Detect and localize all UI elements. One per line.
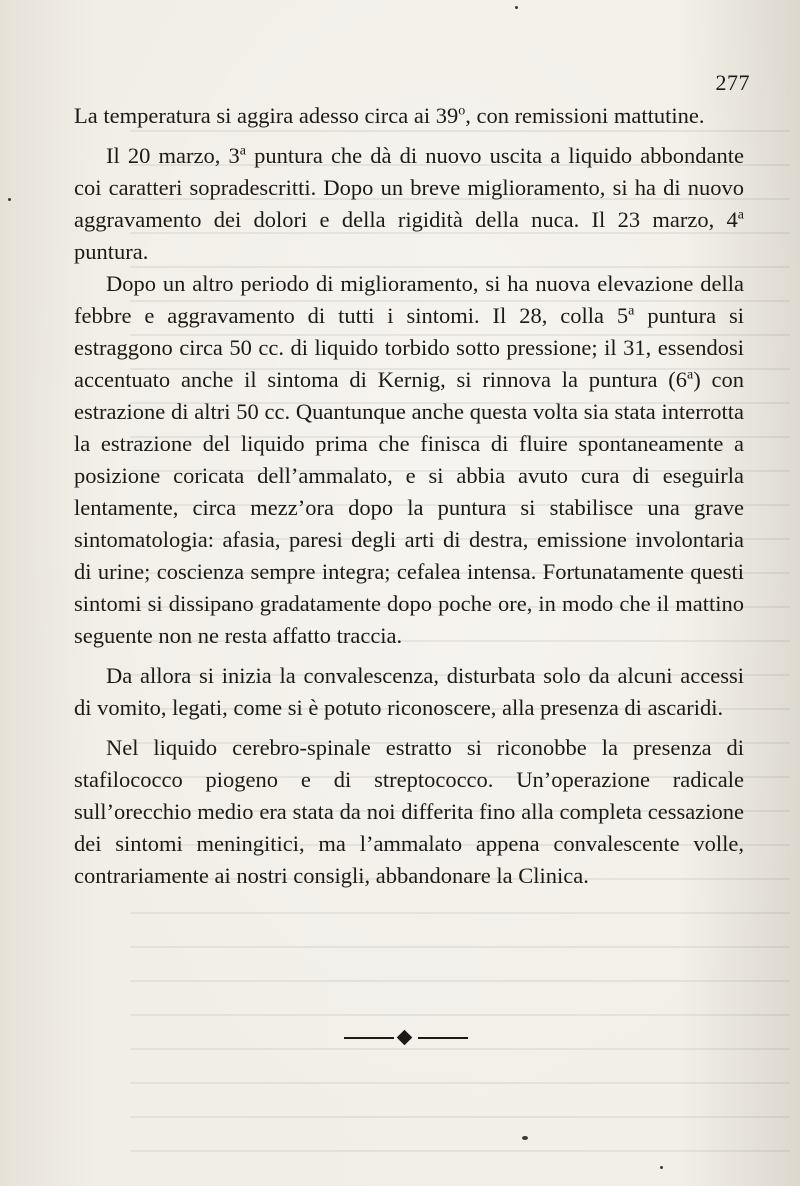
paragraph-temperature: La temperatura si aggira adesso circa ai 39$^o$, con remissioni mattutine. <box>74 103 705 128</box>
paragraph-third-puncture: Il 20 marzo, 3$^a$ puntura che dà di nuovo uscita a liquido abbondante coi caratteri sopradescritti. Dopo un breve miglioramento, si ha di nuovo aggravamento dei dolori e della rigidità della nuca. Il 23 marzo, 4$^a$ puntura. <box>74 143 744 264</box>
body-text <box>74 100 744 892</box>
print-speck <box>522 1136 528 1140</box>
section-end-ornament <box>344 1030 468 1046</box>
print-speck <box>8 198 11 201</box>
paragraph-convalescence: Da allora si inizia la convalescenza, disturbata solo da alcuni accessi di vomito, legati, come si è potuto riconoscere, alla presenza di ascaridi. <box>74 663 744 720</box>
print-speck <box>515 6 518 9</box>
paragraph-findings: Nel liquido cerebro-spinale estratto si riconobbe la presenza di stafilococco piogeno e di streptococco. Un’operazione radicale sull’orecchio medio era stata da noi differita fino alla completa cessazione dei sintomi meningitici, ma l’ammalato appena convalescente volle, contrariamente ai nostri consigli, abbandonare la Clinica. <box>74 735 744 888</box>
ornament-line-right <box>418 1037 468 1039</box>
ornament-line-left <box>344 1037 394 1039</box>
paragraph-relapse: Dopo un altro periodo di miglioramento, si ha nuova elevazione della febbre e aggravamento di tutti i sintomi. Il 28, colla 5$^a$ puntura si estraggono circa 50 cc. di liquido torbido sotto pressione; il 31, essendosi accentuato anche il sintoma di Kernig, si rinnova la puntura (6$^a$) con estrazione di altri 50 cc. Quantunque anche questa volta sia stata interrotta la estrazione del liquido prima che finisca di fluire spontaneamente a posizione coricata dell’ammalato, e si abbia avuto cura di eseguirla lentamente, circa mezz’ora dopo la puntura si stabilisce una grave sintomatologia: afasia, paresi degli arti di destra, emissione involontaria di urine; coscienza sempre integra; cefalea intensa. Fortunatamente questi sintomi si dissipano gradatamente dopo poche ore, in modo che il mattino seguente non ne resta affatto traccia. <box>74 271 745 648</box>
page-number: 277 <box>715 70 750 95</box>
print-speck <box>660 1166 663 1169</box>
ornament-diamond <box>397 1030 413 1046</box>
